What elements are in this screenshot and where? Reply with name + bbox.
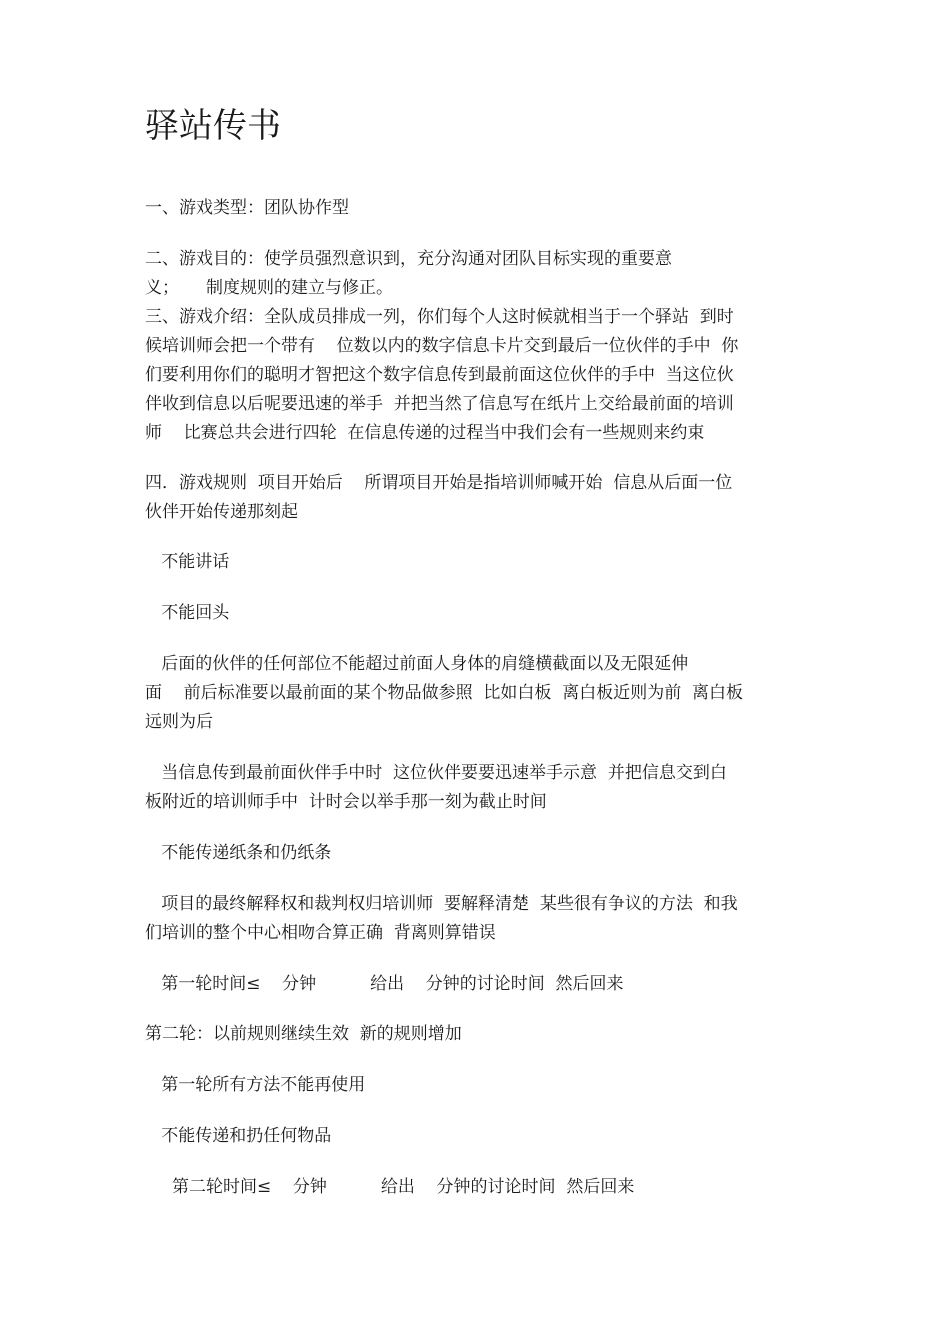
text-line: 四．游戏规则 项目开始后 所谓项目开始是指培训师喊开始 信息从后面一位 [145,473,733,493]
text-line: 第二轮时间≤ 分钟 给出 分钟的讨论时间 然后回来 [145,1177,635,1197]
text-line: 们要利用你们的聪明才智把这个数字信息传到最前面这位伙伴的手中 当这位伙 [145,365,734,385]
text-line: 二、游戏目的：使学员强烈意识到，充分沟通对团队目标实现的重要意 [145,249,672,269]
text-line: 一、游戏类型：团队协作型 [145,198,349,218]
text-line: 板附近的培训师手中 计时会以举手那一刻为截止时间 [145,792,547,812]
text-line: 远则为后 [145,712,213,732]
text-line: 后面的伙伴的任何部位不能超过前面人身体的肩缝横截面以及无限延伸 [145,654,689,674]
text-line: 项目的最终解释权和裁判权归培训师 要解释清楚 某些很有争议的方法 和我 [145,894,738,914]
text-line: 三、游戏介绍：全队成员排成一列，你们每个人这时候就相当于一个驿站 到时 [145,307,734,327]
text-line: 师 比赛总共会进行四轮 在信息传递的过程当中我们会有一些规则来约束 [145,423,705,443]
text-line: 伙伴开始传递那刻起 [145,502,298,522]
text-line: 不能回头 [145,603,230,623]
document-title: 驿站传书 [145,106,281,146]
text-line: 们培训的整个中心相吻合算正确 背离则算错误 [145,923,496,943]
text-line: 不能传递纸条和仍纸条 [145,843,332,863]
text-line: 第一轮时间≤ 分钟 给出 分钟的讨论时间 然后回来 [145,974,624,994]
text-line: 面 前后标准要以最前面的某个物品做参照 比如白板 离白板近则为前 离白板 [145,683,744,703]
text-line: 当信息传到最前面伙伴手中时 这位伙伴要要迅速举手示意 并把信息交到白 [145,763,727,783]
text-line: 第一轮所有方法不能再使用 [145,1075,366,1095]
text-line: 不能传递和扔任何物品 [145,1126,332,1146]
text-line: 义； 制度规则的建立与修正。 [145,278,394,298]
text-line: 第二轮：以前规则继续生效 新的规则增加 [145,1024,462,1044]
text-line: 候培训师会把一个带有 位数以内的数字信息卡片交到最后一位伙伴的手中 你 [145,336,739,356]
text-line: 不能讲话 [145,552,230,572]
text-line: 伴收到信息以后呢要迅速的举手 并把当然了信息写在纸片上交给最前面的培训 [145,394,734,414]
